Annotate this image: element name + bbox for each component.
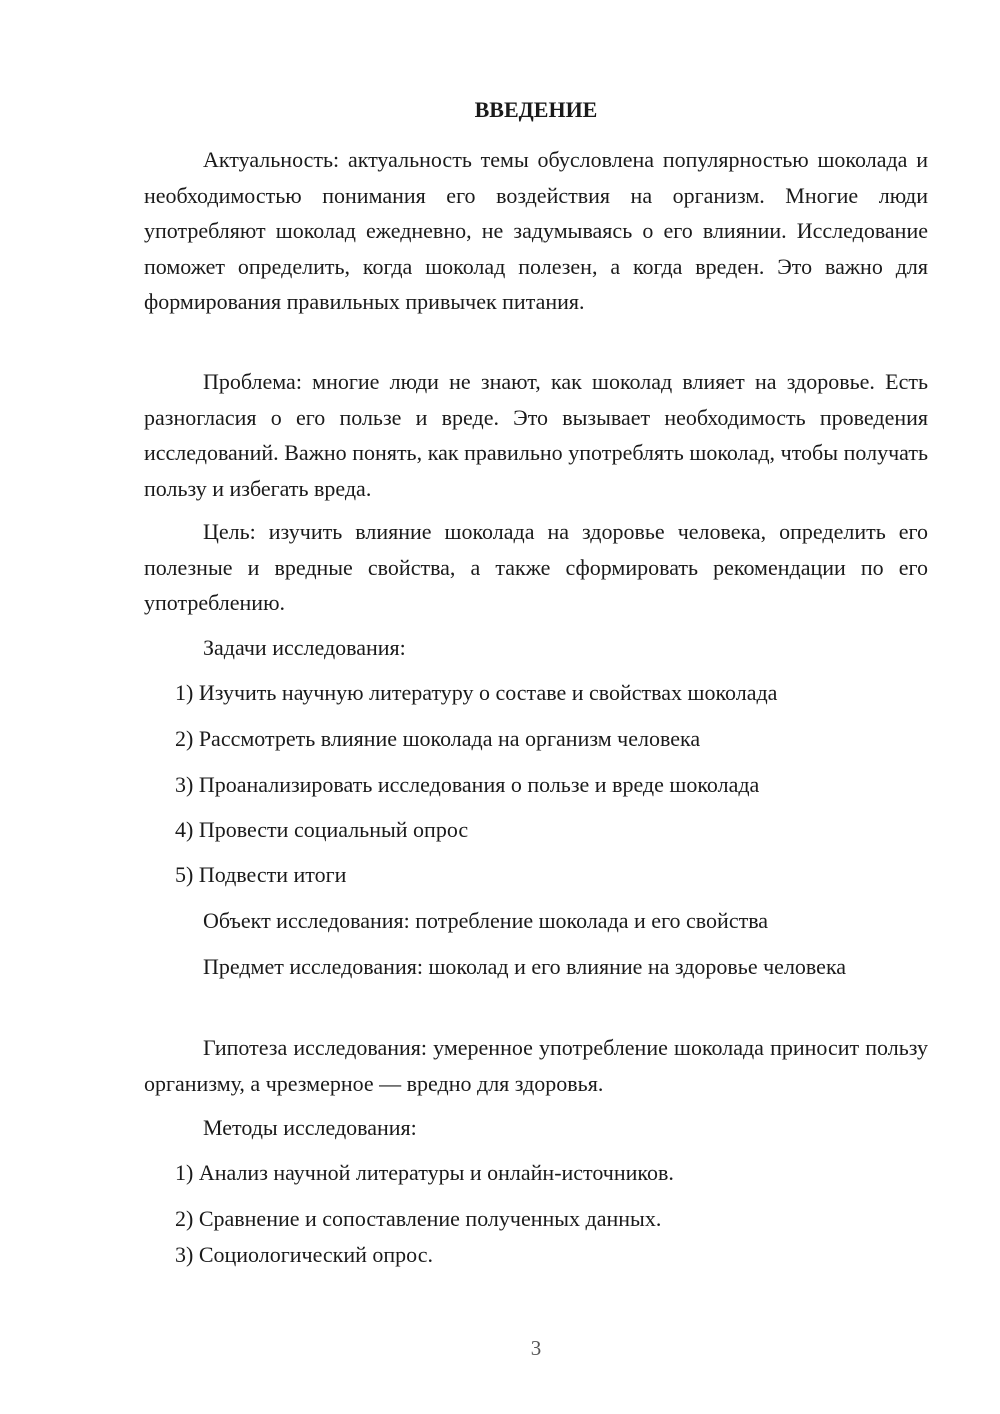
problem-paragraph: Проблема: многие люди не знают, как шоколад влияет на здоровье. Есть разногласия о его пользе и вреде. Это вызывает необходимость проведения исследований. Важно понять, как правильно употреблять шоколад, чтобы получать пользу и избегать вреда. — [144, 369, 928, 501]
goal-paragraph: Цель: изучить влияние шоколада на здоровье человека, определить его полезные и вредные свойства, а также сформировать рекомендации по его употреблению. — [144, 519, 928, 615]
object-paragraph: Объект исследования: потребление шоколада и его свойства — [203, 908, 769, 933]
task-item: 1) Изучить научную литературу о составе и свойствах шоколада — [175, 680, 778, 705]
task-item: 3) Проанализировать исследования о пользе и вреде шоколада — [175, 772, 760, 797]
task-item: 4) Провести социальный опрос — [175, 817, 469, 842]
hypothesis-paragraph: Гипотеза исследования: умеренное употребление шоколада приносит пользу организму, а чрезмерное — вредно для здоровья. — [144, 1035, 928, 1096]
methods-heading: Методы исследования: — [203, 1115, 417, 1140]
subject-paragraph: Предмет исследования: шоколад и его влияние на здоровье человека — [203, 954, 847, 979]
tasks-heading: Задачи исследования: — [203, 635, 406, 660]
task-item: 5) Подвести итоги — [175, 862, 347, 887]
relevance-paragraph: Актуальность: актуальность темы обусловлена популярностью шоколада и необходимостью понимания его воздействия на организм. Многие люди употребляют шоколад ежедневно, не задумываясь о его влиянии. Исследование поможет определить, когда шоколад полезен, а когда вреден. Это важно для формирования правильных привычек питания. — [144, 147, 928, 314]
page-title: ВВЕДЕНИЕ — [474, 97, 598, 122]
task-item: 2) Рассмотреть влияние шоколада на организм человека — [175, 726, 701, 751]
method-item: 2) Сравнение и сопоставление полученных данных. — [175, 1206, 662, 1231]
method-item: 1) Анализ научной литературы и онлайн-источников. — [175, 1160, 674, 1185]
method-item: 3) Социологический опрос. — [175, 1242, 433, 1267]
page-number: 3 — [530, 1336, 542, 1360]
